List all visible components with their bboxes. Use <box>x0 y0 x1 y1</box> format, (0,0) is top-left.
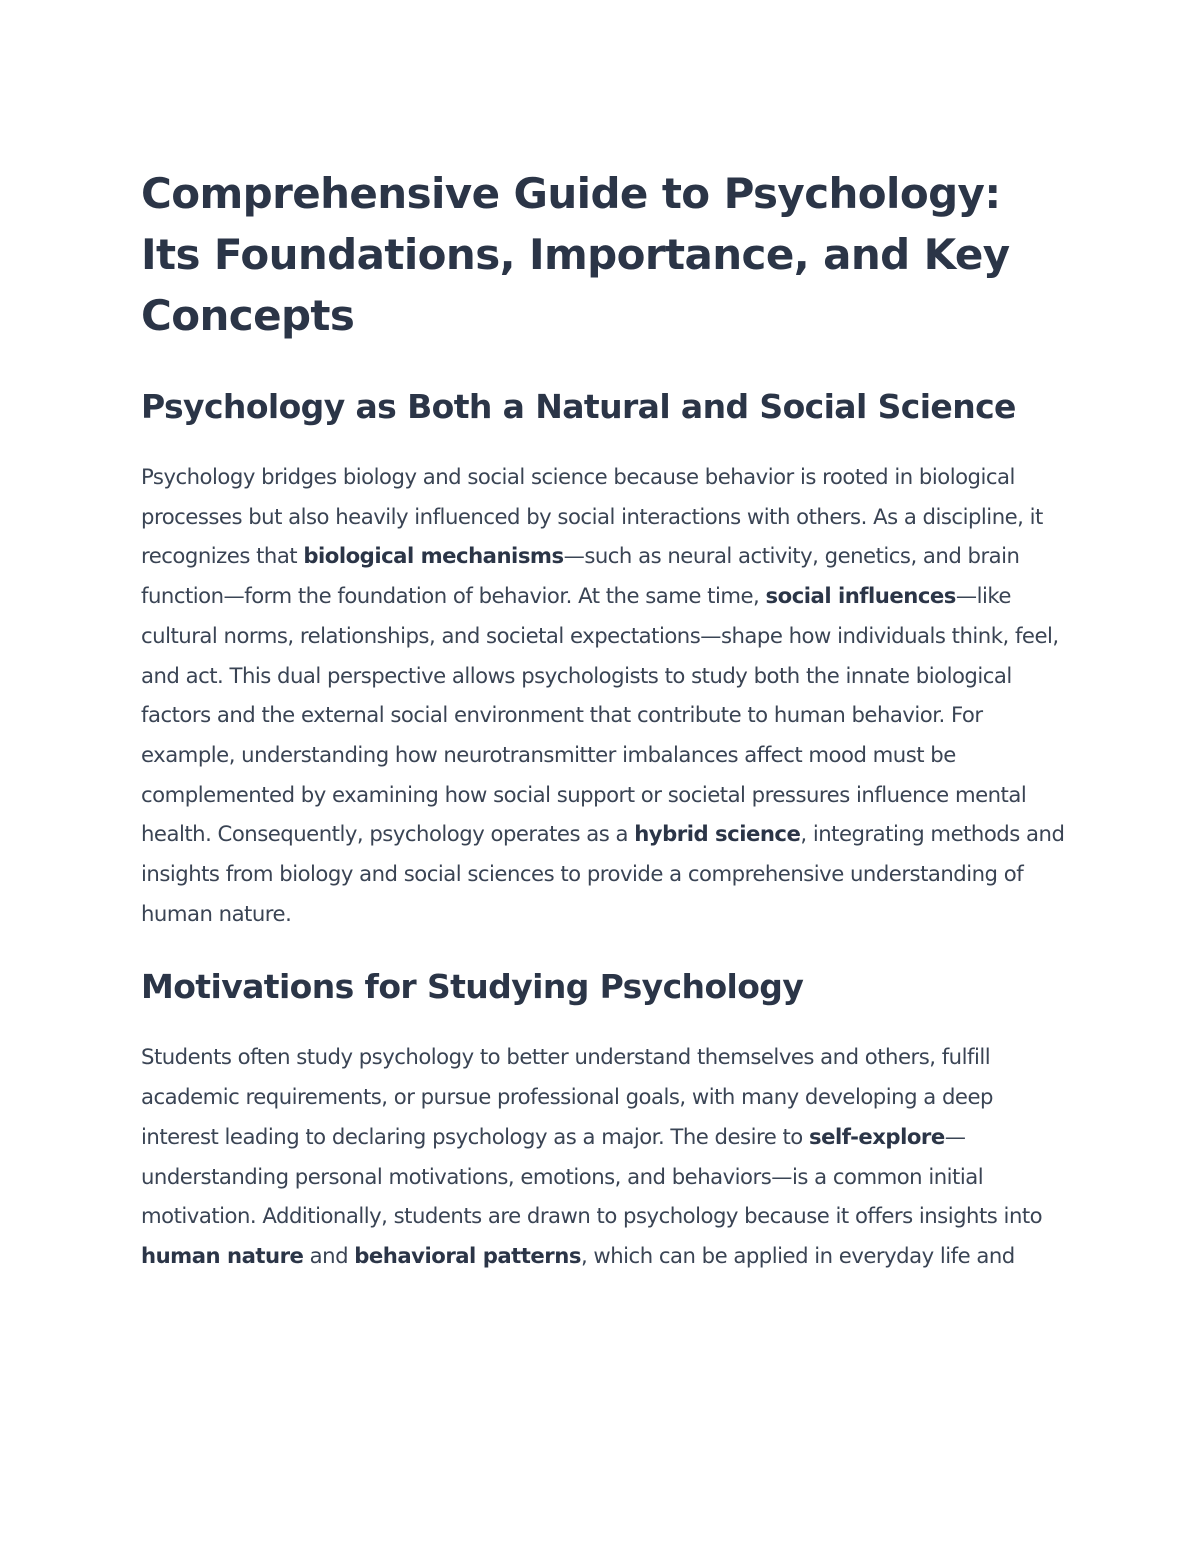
document-title: Comprehensive Guide to Psychology: Its Foundations, Importance, and Key Concepts <box>141 169 1010 340</box>
paragraph-text: —understanding personal motivations, emotions, and behaviors—is a common initial motivation. Additionally, students are drawn to psychology because it offers insights into <box>141 1123 1043 1229</box>
paragraph-text: —like cultural norms, relationships, and societal expectations—shape how individuals think, feel, and act. This dual perspective allows psychologists to study both the innate biological factors and the external social environment that contribute to human behavior. For example, understanding how neurotransmitter imbalances affect mood must be complemented by examining how social support or societal pressures influence mental health. Consequently, psychology operates as a <box>141 583 1059 847</box>
bold-term-self-explore: self-explore <box>808 1123 945 1149</box>
bold-term-human-nature: human nature <box>141 1242 304 1268</box>
paragraph-text: , integrating methods and insights from biology and social sciences to provide a comprehensive understanding of human nature. <box>141 821 1065 926</box>
document-page <box>141 163 1071 1276</box>
bold-term-behavioral-patterns: behavioral patterns <box>354 1242 581 1268</box>
paragraph-text: , which can be applied in everyday life and <box>580 1242 1015 1268</box>
bold-term-social-influences: social influences <box>765 583 956 609</box>
section-paragraph-motivations <box>141 1037 1071 1275</box>
bold-term-biological-mechanisms: biological mechanisms <box>303 543 564 569</box>
paragraph-text: and <box>303 1242 355 1268</box>
section-paragraph-natural-social-science <box>141 457 1071 933</box>
bold-term-hybrid-science: hybrid science <box>634 821 801 847</box>
paragraph-text: Psychology bridges biology and social science because behavior is rooted in biological processes but also heavily influenced by social interactions with others. As a discipline, it recognizes that <box>141 464 1043 569</box>
paragraph-text: Students often study psychology to better understand themselves and others, fulfill academic requirements, or pursue professional goals, with many developing a deep interest leading to declaring psychology as a major. The desire to <box>141 1044 993 1149</box>
section-heading-natural-social-science: Psychology as Both a Natural and Social Science <box>141 387 1016 426</box>
section-heading-motivations: Motivations for Studying Psychology <box>141 967 804 1007</box>
paragraph-text: —such as neural activity, genetics, and brain function—form the foundation of behavior. At the same time, <box>141 543 1020 609</box>
